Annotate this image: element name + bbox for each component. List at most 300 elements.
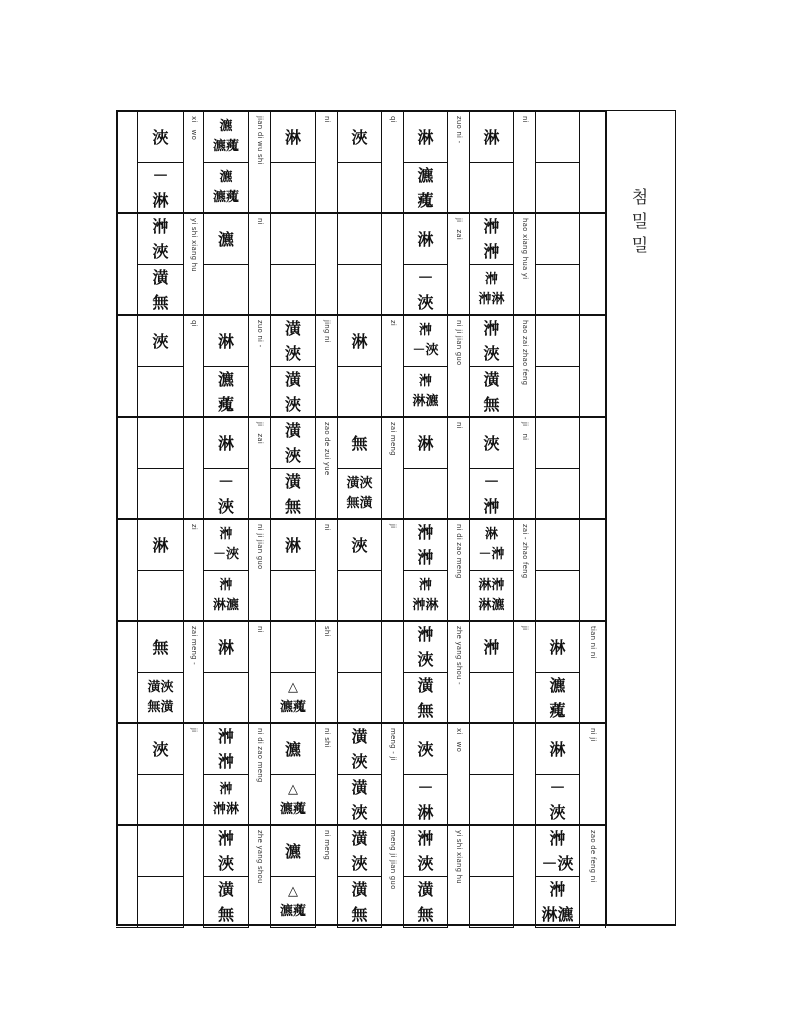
lyric-cell [470, 316, 514, 367]
pinyin-cell [514, 622, 536, 724]
lyric-cell [204, 826, 249, 877]
lyric-cell-right [536, 418, 580, 469]
lyric-text: 潢 浹 [351, 778, 368, 822]
lyric-cell [204, 316, 249, 367]
lyric-text: 浺 －浹 [541, 829, 574, 873]
lyrics-block [116, 518, 606, 622]
pinyin-text: yi shi xiang hu [189, 218, 198, 272]
lyric-text: 淋 [217, 637, 234, 657]
lyric-cell [338, 724, 382, 775]
pinyin-text: zi [189, 524, 198, 531]
lyric-text: － 淋 [417, 778, 434, 822]
lyric-text: 淋 [417, 433, 434, 453]
lyric-cell [271, 673, 316, 724]
lyric-text: － 浹 [549, 778, 566, 822]
pinyin-cell [448, 826, 470, 928]
pinyin-text: shi [322, 626, 331, 637]
lyric-text: 淋 [483, 127, 500, 147]
lyric-text: 瀌 [217, 229, 234, 249]
pinyin-text: ni di zao meng [255, 728, 264, 783]
lyric-cell [138, 724, 184, 775]
pinyin-cell [448, 112, 470, 214]
lyric-text: － 浺 [483, 472, 500, 516]
lyrics-block [116, 314, 606, 418]
pinyin-cell [580, 214, 606, 316]
lyric-cell [138, 877, 184, 928]
lyric-cell [138, 826, 184, 877]
pinyin-text: ji zai [454, 218, 463, 240]
lyric-cell [271, 367, 316, 418]
lyric-text: 淋 [549, 637, 566, 657]
pinyin-text: hao zai zhao feng [520, 320, 529, 386]
lyric-cell-right [536, 622, 580, 673]
lyric-cell [338, 214, 382, 265]
lyric-text: 瀌 [284, 841, 301, 861]
lyric-cell [470, 724, 514, 775]
pinyin-cell [448, 724, 470, 826]
pinyin-cell [580, 418, 606, 520]
lyric-cell-right [536, 265, 580, 316]
pinyin-text: ji [520, 626, 529, 631]
lyric-cell [404, 775, 448, 826]
pinyin-text: zai meng [388, 422, 397, 456]
lyric-cell [138, 673, 184, 724]
pinyin-cell [514, 214, 536, 316]
pinyin-cell [316, 418, 338, 520]
pinyin-text: yi shi xiang hu [454, 830, 463, 884]
lyric-text: 淋浺 淋瀌 [478, 578, 505, 613]
pinyin-text: zao de zui yue [322, 422, 331, 476]
pinyin-cell [448, 622, 470, 724]
lyric-text: 潢 浹 [351, 727, 368, 771]
lyrics-block [116, 212, 606, 316]
lyric-cell [470, 265, 514, 316]
pinyin-cell [249, 418, 271, 520]
pinyin-text: ni ji jian guo [454, 320, 463, 366]
lyric-cell [338, 775, 382, 826]
pinyin-cell [382, 826, 404, 928]
lyric-cell [338, 571, 382, 622]
lyric-cell [470, 163, 514, 214]
lyrics-grid [116, 110, 606, 926]
pinyin-cell [316, 826, 338, 928]
pinyin-cell [514, 418, 536, 520]
lyric-text: 淋 －浺 [478, 527, 505, 562]
pinyin-cell [316, 214, 338, 316]
pinyin-cell [184, 316, 204, 418]
pinyin-cell [249, 520, 271, 622]
lyric-cell-right [536, 316, 580, 367]
lyric-cell-right [536, 367, 580, 418]
lyric-cell-right [536, 520, 580, 571]
lyric-cell [404, 826, 448, 877]
lyric-cell [470, 469, 514, 520]
lyric-cell [138, 571, 184, 622]
pinyin-cell [382, 724, 404, 826]
lyric-cell [271, 622, 316, 673]
pinyin-cell [249, 214, 271, 316]
lyric-cell [138, 214, 184, 265]
lyric-cell [470, 418, 514, 469]
lyric-text: 浺 －浹 [412, 323, 439, 358]
lyric-cell [204, 418, 249, 469]
lyric-cell-right [536, 469, 580, 520]
lyric-text: 浺 浺淋 [212, 782, 239, 817]
pinyin-cell [249, 316, 271, 418]
lyric-cell [470, 520, 514, 571]
lyric-cell-right [536, 724, 580, 775]
lyric-cell [138, 163, 184, 214]
lyric-cell [404, 622, 448, 673]
lyric-text: 浺 浺 [483, 217, 500, 261]
spacer-cell [116, 112, 138, 214]
lyric-text: 潢 浹 [284, 370, 301, 414]
pinyin-text: ni [454, 422, 463, 429]
lyric-text: 瀌 [284, 739, 301, 759]
lyric-cell [404, 520, 448, 571]
pinyin-text: ni [255, 626, 264, 633]
pinyin-text: qi [189, 320, 198, 327]
lyrics-block [116, 824, 606, 928]
pinyin-text: zhe yang shou [255, 830, 264, 884]
lyric-text: 淋 [351, 331, 368, 351]
lyric-text: 浺 浹 [152, 217, 169, 261]
lyric-cell [204, 520, 249, 571]
pinyin-text: jian di wu shi [255, 116, 264, 165]
pinyin-cell [514, 520, 536, 622]
lyric-text: 潢浹 無潢 [346, 476, 373, 511]
pinyin-cell [184, 724, 204, 826]
pinyin-text: ni meng [322, 830, 331, 861]
lyric-cell [338, 418, 382, 469]
lyric-cell [470, 775, 514, 826]
pinyin-text: ji [388, 524, 397, 529]
lyric-cell [404, 316, 448, 367]
pinyin-text: xi wo [189, 116, 198, 141]
lyric-cell [338, 316, 382, 367]
lyric-text: 潢 無 [284, 472, 301, 516]
pinyin-cell [316, 520, 338, 622]
lyric-text: 潢 浹 [284, 421, 301, 465]
lyric-text: 浹 [483, 433, 500, 453]
lyric-text: 潢 無 [217, 880, 234, 924]
lyric-cell [470, 622, 514, 673]
lyric-text: 潢 無 [417, 880, 434, 924]
lyric-text: 浺 浺 [217, 727, 234, 771]
lyric-cell [271, 724, 316, 775]
lyric-cell [404, 571, 448, 622]
lyric-cell [138, 418, 184, 469]
spacer-cell [116, 622, 138, 724]
lyric-cell [204, 622, 249, 673]
lyric-cell [204, 163, 249, 214]
pinyin-text: zhe yang shou - [454, 626, 463, 685]
lyric-cell [404, 112, 448, 163]
lyric-cell [404, 214, 448, 265]
pinyin-cell [382, 418, 404, 520]
lyric-text: 潢 無 [351, 880, 368, 924]
lyric-cell [271, 163, 316, 214]
pinyin-cell [580, 724, 606, 826]
lyric-cell [204, 112, 249, 163]
pinyin-cell [249, 724, 271, 826]
lyric-cell [470, 826, 514, 877]
lyric-cell-right [536, 163, 580, 214]
pinyin-cell [316, 112, 338, 214]
lyric-cell [271, 877, 316, 928]
pinyin-text: meng - ji [388, 728, 397, 761]
lyric-text: △ 瀌藱 [279, 680, 306, 715]
lyric-text: 潢 浹 [284, 319, 301, 363]
lyric-text: 淋 [284, 127, 301, 147]
lyric-text: 浺 浹 [417, 625, 434, 669]
pinyin-cell [184, 520, 204, 622]
lyrics-block [116, 722, 606, 826]
lyric-text: 潢 無 [483, 370, 500, 414]
lyric-cell-right [536, 673, 580, 724]
lyrics-block [116, 416, 606, 520]
lyric-cell [138, 469, 184, 520]
lyric-text: 浺 淋瀌 [212, 578, 239, 613]
lyric-text: 瀌 藱 [217, 370, 234, 414]
lyric-text: － 浹 [217, 472, 234, 516]
lyric-text: 淋 [549, 739, 566, 759]
lyric-cell [204, 214, 249, 265]
pinyin-cell [382, 112, 404, 214]
lyric-text: 瀌 瀌藱 [212, 119, 239, 154]
lyric-text: 浹 [351, 127, 368, 147]
lyric-cell [338, 265, 382, 316]
lyric-cell [271, 112, 316, 163]
pinyin-text: zuo ni - [255, 320, 264, 348]
lyrics-block [116, 110, 606, 214]
pinyin-cell [184, 418, 204, 520]
lyric-cell [404, 418, 448, 469]
lyric-text: 浹 [152, 331, 169, 351]
lyric-text: 瀌 藱 [417, 166, 434, 210]
pinyin-cell [580, 520, 606, 622]
lyric-cell [271, 775, 316, 826]
pinyin-text: ji ni [520, 422, 529, 441]
lyric-text: 淋 [217, 433, 234, 453]
pinyin-text: ni [520, 116, 529, 123]
lyric-cell [470, 367, 514, 418]
lyric-cell [404, 877, 448, 928]
lyric-text: 淋 [284, 535, 301, 555]
pinyin-cell [514, 724, 536, 826]
pinyin-cell [184, 112, 204, 214]
lyric-cell [204, 265, 249, 316]
pinyin-cell [249, 112, 271, 214]
spacer-cell [116, 826, 138, 928]
page-title: 첨 밀 밀 [631, 188, 649, 256]
lyric-cell [338, 469, 382, 520]
lyric-text: 潢 無 [152, 268, 169, 312]
lyric-cell [338, 826, 382, 877]
lyric-cell [404, 469, 448, 520]
lyric-text: 浺 浺 [417, 523, 434, 567]
lyric-cell-right [536, 775, 580, 826]
lyric-text: － 浹 [417, 268, 434, 312]
lyric-cell [470, 877, 514, 928]
lyric-cell [470, 214, 514, 265]
pinyin-cell [514, 826, 536, 928]
pinyin-text: meng ji jian guo [388, 830, 397, 890]
lyric-cell [204, 877, 249, 928]
lyric-cell [204, 367, 249, 418]
lyric-text: 浺 [483, 637, 500, 657]
lyric-cell [138, 316, 184, 367]
pinyin-text: zi [388, 320, 397, 327]
lyric-cell [271, 265, 316, 316]
lyric-cell-right [536, 826, 580, 877]
pinyin-cell [580, 826, 606, 928]
spacer-cell [116, 214, 138, 316]
lyric-text: 無 [152, 637, 169, 657]
pinyin-cell [580, 112, 606, 214]
pinyin-cell [184, 214, 204, 316]
pinyin-cell [316, 316, 338, 418]
lyric-text: 瀌 瀌藱 [212, 170, 239, 205]
pinyin-text: ji [189, 728, 198, 733]
lyric-text: 淋 [217, 331, 234, 351]
lyric-text: 浺 浺淋 [478, 272, 505, 307]
lyric-text: 潢 無 [417, 676, 434, 720]
lyric-text: 淋 [417, 229, 434, 249]
pinyin-text: ni di zao meng [454, 524, 463, 579]
spacer-cell [116, 520, 138, 622]
lyric-text: 潢浹 無潢 [147, 680, 174, 715]
pinyin-cell [448, 316, 470, 418]
lyric-text: △ 瀌藱 [279, 782, 306, 817]
lyric-cell [138, 520, 184, 571]
lyric-cell [271, 418, 316, 469]
lyric-text: 瀌 藱 [549, 676, 566, 720]
lyric-cell [204, 469, 249, 520]
lyric-cell [404, 724, 448, 775]
lyric-cell [271, 520, 316, 571]
lyric-cell [338, 622, 382, 673]
lyric-text: 潢 浹 [351, 829, 368, 873]
pinyin-cell [382, 214, 404, 316]
lyric-cell [204, 775, 249, 826]
lyric-cell [138, 775, 184, 826]
lyric-cell [470, 571, 514, 622]
pinyin-cell [184, 826, 204, 928]
lyric-cell [204, 673, 249, 724]
pinyin-cell [316, 622, 338, 724]
lyric-text: 浹 [152, 739, 169, 759]
lyric-cell [338, 163, 382, 214]
pinyin-text: zai meng - [189, 626, 198, 665]
lyric-cell [404, 265, 448, 316]
lyric-cell [404, 163, 448, 214]
lyric-cell [338, 877, 382, 928]
pinyin-text: ni [322, 524, 331, 531]
lyric-cell [138, 112, 184, 163]
pinyin-text: zao de feng ni [588, 830, 597, 883]
lyric-text: 浺 浹 [483, 319, 500, 363]
lyric-cell [271, 316, 316, 367]
lyric-text: 浺 浹 [217, 829, 234, 873]
lyric-text: 浺 浹 [417, 829, 434, 873]
lyric-text: △ 瀌藱 [279, 884, 306, 919]
pinyin-text: zai - zhao feng [520, 524, 529, 579]
lyric-cell [338, 367, 382, 418]
pinyin-cell [448, 520, 470, 622]
pinyin-text: tian ni ni [588, 626, 597, 659]
lyric-cell [138, 622, 184, 673]
lyric-cell [470, 112, 514, 163]
lyric-cell-right [536, 112, 580, 163]
pinyin-text: ni shi [322, 728, 331, 748]
pinyin-cell [382, 316, 404, 418]
pinyin-cell [184, 622, 204, 724]
lyric-cell [271, 469, 316, 520]
lyric-cell-right [536, 571, 580, 622]
pinyin-text: ni ji [588, 728, 597, 742]
pinyin-text: hao xiang hua yi [520, 218, 529, 280]
pinyin-cell [514, 316, 536, 418]
pinyin-text: ji zai [255, 422, 264, 444]
pinyin-text: ni [255, 218, 264, 225]
pinyin-cell [316, 724, 338, 826]
pinyin-text: xi wo [454, 728, 463, 753]
lyric-cell [404, 673, 448, 724]
lyric-text: 浺 淋瀌 [412, 374, 439, 409]
lyric-cell-right [536, 214, 580, 265]
pinyin-cell [448, 418, 470, 520]
lyric-text: 浹 [351, 535, 368, 555]
lyric-text: 淋 [152, 535, 169, 555]
lyric-cell [204, 724, 249, 775]
pinyin-cell [514, 112, 536, 214]
lyric-text: 浹 [417, 739, 434, 759]
lyric-cell [404, 367, 448, 418]
spacer-cell [116, 724, 138, 826]
lyric-cell [138, 265, 184, 316]
pinyin-cell [382, 520, 404, 622]
lyric-text: 浺 －浹 [212, 527, 239, 562]
lyric-cell [204, 571, 249, 622]
pinyin-cell [249, 622, 271, 724]
lyric-cell [271, 571, 316, 622]
lyric-cell-right [536, 877, 580, 928]
lyric-cell [138, 367, 184, 418]
pinyin-cell [448, 214, 470, 316]
lyric-cell [470, 673, 514, 724]
spacer-cell [116, 316, 138, 418]
pinyin-cell [580, 316, 606, 418]
lyric-cell [338, 673, 382, 724]
lyric-cell [271, 214, 316, 265]
spacer-cell [116, 418, 138, 520]
lyric-text: 淋 [417, 127, 434, 147]
pinyin-cell [382, 622, 404, 724]
pinyin-cell [249, 826, 271, 928]
pinyin-text: ni ji jian guo [255, 524, 264, 570]
lyric-cell [338, 112, 382, 163]
pinyin-text: zuo ni - [454, 116, 463, 144]
pinyin-text: ni [322, 116, 331, 123]
lyric-cell [271, 826, 316, 877]
pinyin-text: qi [388, 116, 397, 123]
lyric-text: 浺 淋瀌 [541, 880, 574, 924]
lyric-text: 浹 [152, 127, 169, 147]
pinyin-cell [580, 622, 606, 724]
lyrics-block [116, 620, 606, 724]
pinyin-text: jing ni [322, 320, 331, 343]
